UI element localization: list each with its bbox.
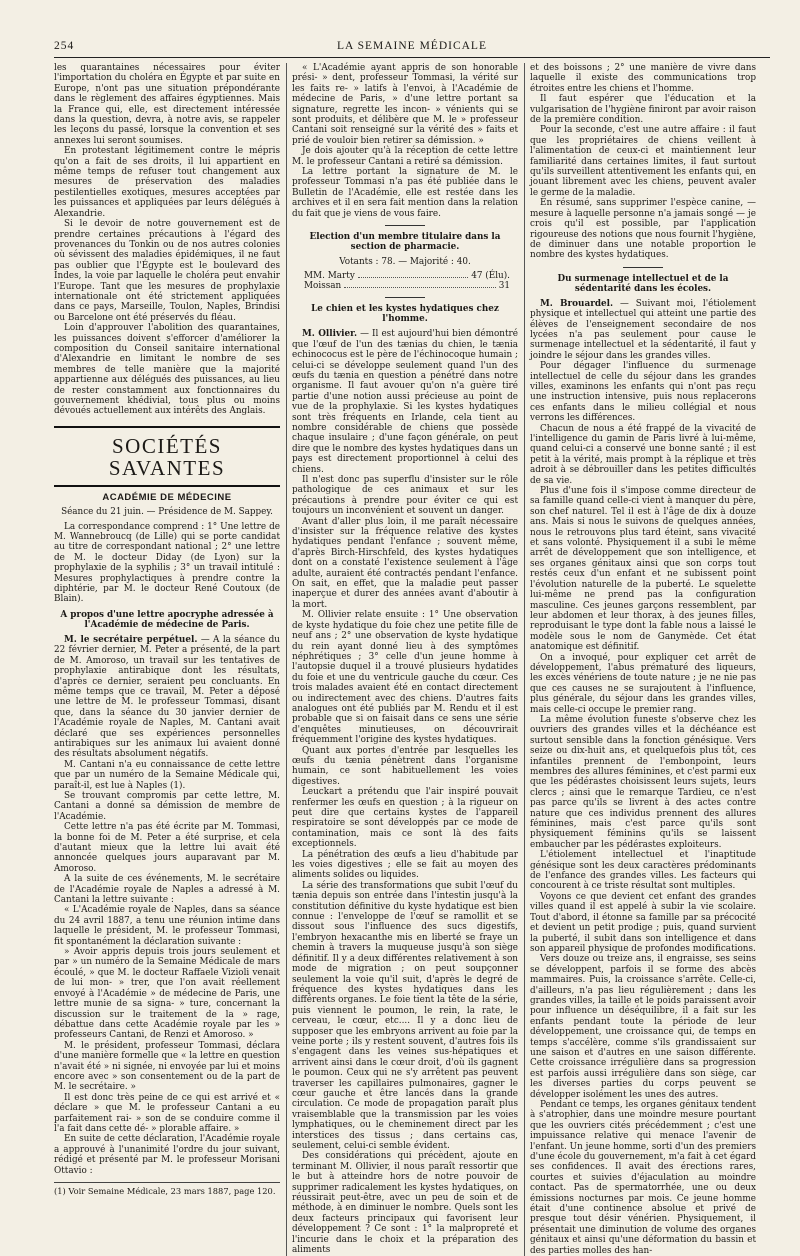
candidate-votes: 47 (Élu). (471, 270, 510, 281)
paragraph: Voyons ce que devient cet enfant des grandes villes quand il est appelé à subir la vie scolaire. Tout d'abord, il étonne sa famille par sa précocité et devient un petit prodige ; puis, quand survient la puberté, il subit dans son intelligence et dans son appareil physique de profondes modifications. (530, 891, 756, 954)
paragraph: Pendant ce temps, les organes génitaux tendent à s'atrophier, dans une moindre mesure pourtant que les ouvriers cités précédemment ; c'est une impuissance relative qui menace l'avenir de l'enfant. Un jeune homme, sorti d'un des premiers d'une école du gouvernement, m'a fait à cet égard ses confidences. Il avait des érections rares, courtes et suivies d'éjaculation au moindre contact. Pas de spermatorrhée, une ou deux émissions nocturnes par mois. Ce jeune homme était d'une continence absolue et privé de presque tout désir vénérien. Physiquement, il présentait une diminution de volume des organes génitaux et ainsi qu'une déformation du bassin et des parties molles des han- (530, 1100, 757, 1256)
paragraph: et des boissons ; 2° une manière de vivre dans laquelle il existe des communications trop étroites entre les chiens et l'homme. (530, 63, 756, 94)
quote-paragraph: « L'Académie ayant appris de son honorable prési- » dent, professeur Tommasi, la vérité sur les faits re- » latifs à l'envoi, à l'Académie de médecine de Paris, » d'une lettre portant sa signature, regrette les incon- » vénients qui se sont produits, et délibère que M. le » professeur Cantani soit renseigné sur la vérité des » faits et prié de vouloir bien retirer sa démission. » (292, 63, 518, 146)
section-banner (54, 426, 280, 487)
divider (623, 267, 663, 268)
paragraph: Chacun de nous a été frappé de la vivacité de l'intelligence du gamin de Paris livré à lui-même, quand celui-ci a conservé une bonne santé ; il est petit à la vérité, mais prompt à la réplique et très adroit à se débrouiller dans les petites difficultés de sa vie. (530, 423, 756, 486)
paragraph: En résumé, sans supprimer l'espèce canine, — mesure à laquelle personne n'a jamais songé — je crois qu'il est possible, par l'application rigoureuse des notions que nous fournit l'hygiène, de diminuer dans une notable proportion le nombre des kystes hydatiques. (530, 198, 756, 261)
paragraph: — Suivant moi, l'étiolement physique et intellectuel qui atteint une partie des élèves de l'enseignement secondaire de nos lycées n'a pas seulement pour cause le surmenage intellectuel et la sédentarité, il faut y joindre le séjour dans les grandes villes. (530, 298, 756, 361)
paragraph: les quarantaines nécessaires pour éviter l'importation du choléra en Égypte et par suite en Europe, n'ont pas une situation prépondérante dans le règlement des affaires égyptiennes. Mais la France qui, elle, est directement intéressée dans la question, devra, à notre avis, se rappeler les leçons du passé, lorsque la convention et ses annexes lui seront soumises. (54, 63, 280, 146)
paragraph: M. le président, professeur Tommasi, déclara d'une manière formelle que « la lettre en question n'avait été » ni signée, ni envoyée par lui et moins encore avec » son consentement ou de la part de M. le secrétaire. » (54, 1040, 280, 1093)
column-middle (292, 63, 518, 1256)
section-banner-title: SOCIÉTÉS SAVANTES (108, 433, 226, 480)
dot-leader (344, 281, 495, 288)
page-number: 254 (54, 40, 75, 52)
paragraph: La pénétration des œufs a lieu d'habitude par les voies digestives ; elle se fait au moyen des aliments solides ou liquides. (292, 849, 518, 881)
subsection-heading: A propos d'une lettre apocryphe adressée à l'Académie de médecine de Paris. (60, 609, 274, 630)
dot-leader (358, 271, 468, 278)
paragraph: En protestant légitimement contre le mépris qu'on a fait de ses droits, il lui appartient en même temps de refuser tout changement aux mesures de préservation des maladies pestilentielles exotiques, mesures acceptées par les puissances et appliquées par leurs délégués à Alexandrie. (54, 146, 280, 219)
paragraph: Avant d'aller plus loin, il me paraît nécessaire d'insister sur la fréquence relative des kystes hydatiques pendant l'enfance ; souvent même, d'après Birch-Hirschfeld, des kystes hydatiques dont on a constaté l'existence seulement à l'âge adulte, auraient été contractés pendant l'enfance. On sait, en effet, que la maladie peut passer inaperçue et durer des années avant d'aboutir à la mort. (292, 516, 518, 610)
paragraph: Loin d'approuver l'abolition des quarantaines, les puissances doivent s'efforcer d'améliorer la composition du Conseil sanitaire international d'Alexandrie en limitant le nombre de ses membres de telle manière que la majorité appartienne aux délégués des puissances, au lieu de rester constamment aux fonctionnaires du gouvernement khédivial, tous plus ou moins dévoués actuellement aux intérêts des Anglais. (54, 323, 280, 417)
paragraph: Il est donc très peine de ce qui est arrivé et « déclare » que M. le professeur Cantani a eu parfaitement rai- » son de se conduire comme il l'a fait dans cette dé- » plorable affaire. » (54, 1092, 280, 1134)
header-rule (54, 57, 770, 58)
quote-paragraph: « L'Académie royale de Naples, dans sa séance du 24 avril 1887, a tenu une réunion intime dans laquelle le président, M. le professeur Tommasi, fit spontanément la déclaration suivante : (54, 905, 280, 947)
paragraph: — Il est aujourd'hui bien démontré que l'œuf de l'un des tænias du chien, le tænia echinococus est le père de l'échinocoque humain ; celui-ci se développe seulement quand l'un des œufs du tænia en question a pénétré dans notre organisme. Il faut avouer qu'on n'a guère tiré partie d'une notion aussi précieuse au point de vue de la prophylaxie. Si les kystes hydatiques sont très fréquents en Irlande, cela tient au nombre considérable de chiens que possède chaque insulaire ; d'une façon générale, on peut dire que le nombre des kystes hydatiques dans un pays est directement proportionnel à celui des chiens. (292, 329, 518, 475)
paragraph: Cette lettre n'a pas été écrite par M. Tommasi, la bonne foi de M. Peter a été surprise, et cela d'autant mieux que la lettre lui avait été annoncée quelques jours auparavant par M. Amoroso. (54, 822, 280, 874)
paragraph: La même évolution funeste s'observe chez les ouvriers des grandes villes et la déchéance est surtout sensible dans la fonction génésique. Vers seize ou dix-huit ans, et quelquefois plus tôt, ces infantiles prennent de l'embonpoint, leurs membres des allures féminines, et c'est parmi eux que les pédérastes choisissent leurs sujets, leurs clercs ; ainsi que le remarque Tardieu, ce n'est pas parce qu'ils se livrent à des actes contre nature que ces individus prennent des allures féminines, mais c'est parce qu'ils sont physiquement féminins qu'ils se laissent embaucher par les pédérastes exploiteurs. (530, 714, 756, 850)
paragraph: Vers douze ou treize ans, il engraisse, ses seins se développent, parfois il se forme des abcès mammaires. Puis, la croissance s'arrête. Celle-ci, d'ailleurs, n'a pas lieu régulièrement ; dans les grandes villes, la taille et le poids paraissent avoir pour influence un déséquilibre, il a fait sur les enfants pendant toute la période de leur développement, une croissance qui, de temps en temps s'accélère, comme s'ils grandissaient sur une saison et d'autres en une saison différente. Cette croissance irrégulière dans sa progression est parfois aussi irrégulière dans son siège, car les diverses parties du corps peuvent se développer isolément les unes des autres. (530, 954, 756, 1100)
divider (385, 297, 425, 298)
academy-title: ACADÉMIE DE MÉDECINE (102, 491, 232, 503)
correspondence-paragraph: La correspondance comprend : 1° Une lettre de M. Wannebroucq (de Lille) qui se porte candidat au titre de correspondant national ; 2° une lettre de M. le docteur Diday (de Lyon) sur la prophylaxie de la syphilis ; 3° un travail intitulé : Mesures prophylactiques à prendre contre la diphtérie, par M. le docteur René Coutoux (de Blain). (54, 521, 280, 605)
paragraph: Se trouvant compromis par cette lettre, M. Cantani a donné sa démission de membre de l'Académie. (54, 790, 280, 822)
vote-row (292, 281, 518, 291)
paragraph: On a invoqué, pour expliquer cet arrêt de développement, l'abus prématuré des liqueurs, les excès vénériens de toute nature ; je ne nie pas que ces causes ne se surajoutent à l'influence, plus générale, du séjour dans les grandes villes, mais celle-ci occupe le premier rang. (530, 652, 756, 715)
candidate-votes: 31 (498, 280, 510, 291)
paragraph: Plus d'une fois il s'impose comme directeur de sa famille quand celle-ci vient à manquer du père, son chef naturel. Tel il est à l'âge de dix à douze ans. Mais si nous le suivons de quelques années, nous le retrouvons plus tard éteint, sans vivacité et sans volonté. Physiquement il a subi le même arrêt de développement que son intelligence, et ses organes génitaux ainsi que son corps tout restés ceux d'un enfant et ne subissent point l'évolution naturelle de la puberté. Le squelette lui-même ne prend pas la configuration masculine. Ces jeunes garçons ressemblent, par leur abdomen et leur thorax, à des jeunes filles, reproduisant le type dont la fable nous a laissé le modèle sous le nom de Ganymède. Cet état anatomique est définitif. (530, 486, 756, 653)
paragraph: Pour dégager l'influence du surmenage intellectuel de celle du séjour dans les grandes villes, examinons les enfants qui n'ont pas reçu une instruction intensive, puis nous replacerons ces enfants dans le milieu collégial et nous verrons les différences. (530, 361, 756, 424)
paragraph: Il faut espérer que l'éducation et la vulgarisation de l'hygiène finiront par avoir raison de la première condition. (530, 94, 757, 126)
paragraph: Des considérations qui précèdent, ajoute en terminant M. Ollivier, il nous paraît ressortir que le but à atteindre hors de notre pouvoir de supprimer radicalement les kystes hydatiques, on réussirait peut-être, avec un peu de soin et de méthode, à en diminuer le nombre. Quels sont les deux facteurs principaux qui favorisent leur développement ? Ce sont : 1° la malpropreté et l'incurie dans le choix et la préparation des aliments (292, 1151, 518, 1256)
paragraph: Pour la seconde, c'est une autre affaire : il faut que les propriétaires de chiens veillent à l'alimentation de ceux-ci et maintiennent leur familiarité dans certaines limites, il faut surtout qu'ils surveillent attentivement les enfants qui, en jouant librement avec les chiens, peuvent avaler le germe de la maladie. (530, 125, 756, 198)
election-heading: Election d'un membre titulaire dans la section de pharmacie. (309, 232, 501, 253)
candidate-name: Moissan (304, 280, 342, 291)
candidate-name: MM. Marty (304, 270, 355, 281)
surmenage-heading: Du surmenage intellectuel et de la sédentarité dans les écoles. (557, 273, 729, 294)
paragraph: Je dois ajouter qu'à la réception de cette lettre M. le professeur Cantani a retiré sa démission. (292, 146, 518, 167)
paragraph: Si le devoir de notre gouvernement est de prendre certaines précautions à l'égard des provenances du Tonkin ou de nos autres colonies où sévissent des maladies épidémiques, il ne faut pas oublier que l'Égypte est le boulevard des Indes, la voie par laquelle le choléra peut envahir l'Europe. Tant que les mesures de prophylaxie internationale ont été strictement appliquées dans ce pays, Marseille, Toulon, Naples, Brindisi ou Barcelone ont été préservés du fléau. (54, 219, 280, 323)
page-header (54, 40, 770, 56)
paragraph: En suite de cette déclaration, l'Académie royale a approuvé à l'unanimité l'ordre du jour suivant, rédigé et présenté par M. le professeur Morisani Ottavio : (54, 1134, 280, 1176)
vote-row (292, 271, 518, 281)
paragraph: A la suite de ces événements, M. le secrétaire de l'Académie royale de Naples a adressé à M. Cantani la lettre suivante : (54, 874, 280, 906)
paragraph: La lettre portant la signature de M. le professeur Tommasi n'a pas été publiée dans le Bulletin de l'Académie, elle est restée dans les archives et il en sera fait mention dans la relation du fait que je viens de vous faire. (292, 167, 518, 219)
text-columns (54, 63, 770, 1256)
speaker-name: M. Brouardel. (540, 298, 614, 309)
votes-summary: Votants : 78. — Majorité : 40. (339, 257, 471, 268)
column-right (530, 63, 756, 1256)
paragraph: M. Cantani n'a eu connaissance de cette lettre que par un numéro de la Semaine Médicale qui, paraît-il, est lue à Naples (1). (54, 759, 280, 791)
paragraph: — A la séance du 22 février dernier, M. Peter a présenté, de la part de M. Amoroso, un travail sur les tentatives de prophylaxie antirabique dont les résultats, d'après ce dernier, seraient peu concluants. En même temps que ce travail, M. Peter a déposé une lettre de M. le professeur Tommasi, disant que, dans la séance du 30 janvier dernier de l'Académie royale de Naples, M. Cantani avait déclaré que ses expériences personnelles antirabiques sur les animaux lui avaient donné des résultats absolument négatifs. (54, 634, 280, 760)
kystes-heading: Le chien et les kystes hydatiques chez l'homme. (311, 304, 499, 325)
seance-line: Séance du 21 juin. — Présidence de M. Sappey. (61, 507, 273, 518)
footnote: (1) Voir Semaine Médicale, 23 mars 1887, page 120. (54, 1182, 280, 1196)
divider (385, 225, 425, 226)
paragraph: M. Ollivier relate ensuite : 1° Une observation de kyste hydatique du foie chez une petite fille de neuf ans ; 2° une observation de kyste hydatique du rein ayant donné lieu à des symptômes néphrétiques ; 3° celle d'un jeune homme à l'autopsie duquel il a trouvé plusieurs hydatides du foie et une du ventricule gauche du cœur. Ces trois malades avaient été en contact directement ou indirectement avec des chiens. D'autres faits analogues ont été publiés par M. Rendu et il est probable que si on faisait dans ce sens une série d'enquêtes minutieuses, on découvrirait fréquemment l'origine des kystes hydatiques. (292, 610, 518, 746)
paragraph: La série des transformations que subit l'œuf du tænia depuis son entrée dans l'intestin jusqu'à la constitution définitive du kyste hydatique est bien connue : l'enveloppe de l'œuf se ramollit et se dissout sous l'influence des sucs digestifs, l'embryon hexacanthe mis en liberté se fraye un chemin à travers la muqueuse jusqu'à son siège définitif. Il y a deux différentes relativement à son mode de migration ; on peut soupçonner seulement la voie qu'il suit, d'après le degré de fréquence des kystes hydatiques dans les différents organes. Le foie tient la tête de la série, puis viennent le poumon, le rein, la rate, le cerveau, le cœur, etc.... Il y a donc lieu de supposer que les embryons arrivent au foie par la veine porte ; ils y restent souvent, d'autres fois ils s'engagent dans les veines sus-hépatiques et arrivent ainsi dans le cœur droit, d'où ils gagnent le poumon. Ceux qui ne s'y arrêtent pas peuvent traverser les capillaires pulmonaires, gagner le cœur gauche et être lancés dans la grande circulation. Ce mode de propagation paraît plus vraisemblable que la transmission par les voies lymphatiques, ou le cheminement direct par les interstices des tissus ; dans certains cas, seulement, celui-ci semble évident. (292, 880, 518, 1151)
quote-paragraph: » Avoir appris depuis trois jours seulement et par » un numéro de la Semaine Médicale de mars écoulé, » que M. le docteur Raffaele Vizioli venait de lui mon- » trer, que l'on avait réellement envoyé à l'Académie » de médecine de Paris, une lettre munie de sa signa- » ture, concernant la discussion sur le traitement de la » rage, débattue dans cette Académie royale par les » professeurs Cantani, de Renzi et Amoroso. » (54, 947, 280, 1041)
journal-title: LA SEMAINE MÉDICALE (337, 40, 487, 52)
speaker-name: M. Ollivier. (302, 329, 358, 340)
paragraph: Quant aux portes d'entrée par lesquelles les œufs du tænia pénètrent dans l'organisme humain, ce sont habituellement les voies digestives. (292, 745, 518, 787)
column-left (54, 63, 280, 1256)
speaker-name: M. le secrétaire perpétuel. (64, 634, 198, 645)
paragraph: Il n'est donc pas superflu d'insister sur le rôle pathologique de ces animaux et sur les précautions à prendre pour éviter ce qui est toujours un inconvénient et souvent un danger. (292, 475, 518, 517)
paragraph: L'étiolement intellectuel et l'inaptitude génésique sont les deux caractères prédominants de l'enfance des grandes villes. Les facteurs qui concourent à ce triste résultat sont multiples. (530, 850, 756, 892)
paragraph: Leuckart a prétendu que l'air inspiré pouvait renfermer les œufs en question ; à la rigueur on peut dire que certains kystes de l'appareil respiratoire se sont développés par ce mode de contamination, mais ce sont là des faits exceptionnels. (292, 787, 518, 850)
